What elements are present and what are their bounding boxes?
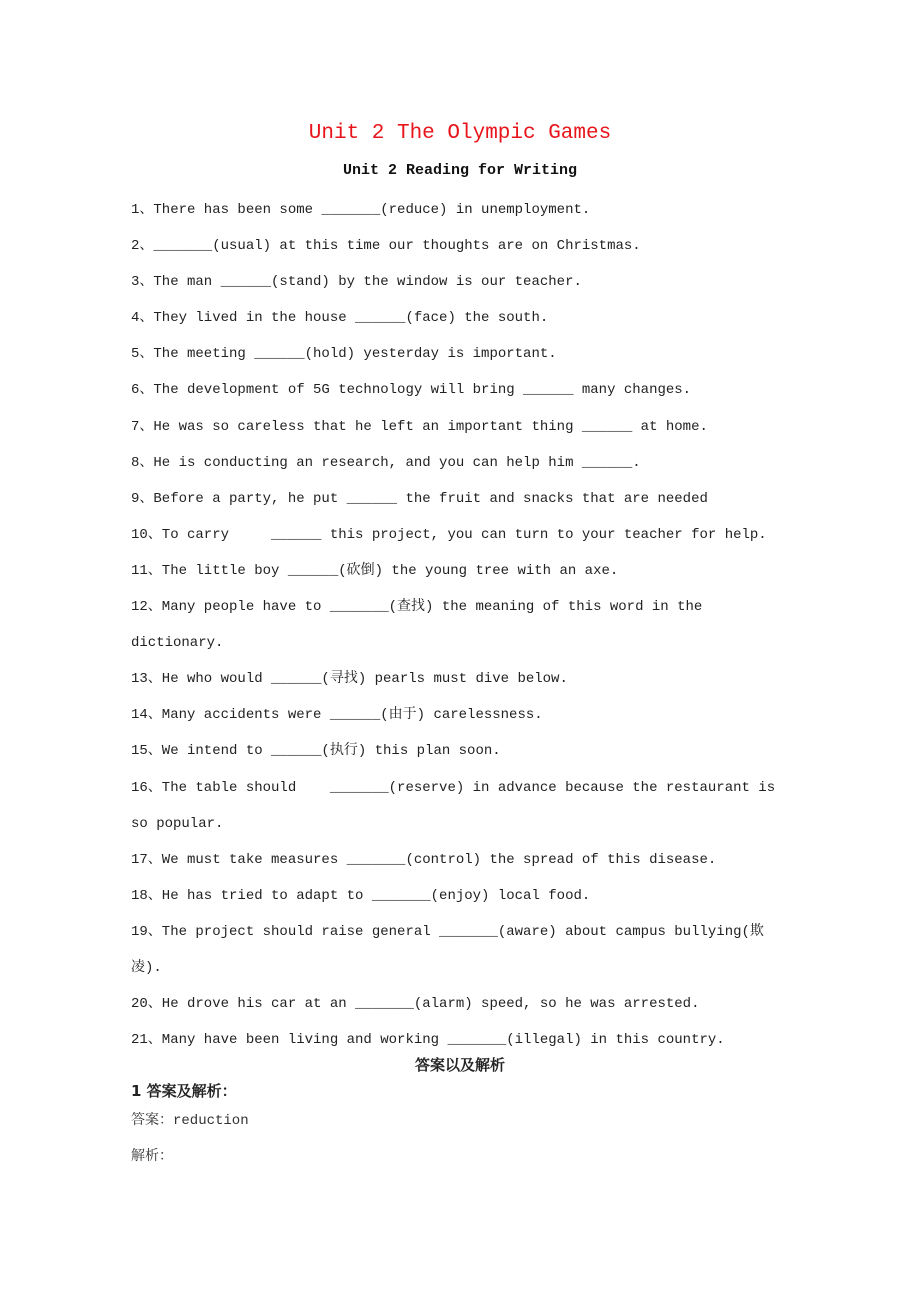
question-item: 5、The meeting ______(hold) yesterday is important. xyxy=(131,346,557,363)
question-item: 11、The little boy ______(砍倒) the young tree with an axe. xyxy=(131,562,619,579)
question-item: 10、To carry ______ this project, you can turn to your teacher for help. xyxy=(131,526,767,543)
question-item: 1、There has been some _______(reduce) in unemployment. xyxy=(131,202,591,218)
answer-item-heading: 1 答案及解析： xyxy=(131,1082,237,1100)
question-item: 3、The man ______(stand) by the window is our teacher. xyxy=(131,274,582,291)
answer-line: 答案：reduction xyxy=(131,1113,249,1129)
question-list xyxy=(131,192,791,1058)
question-item: 4、They lived in the house ______(face) the south. xyxy=(131,310,549,327)
question-item: 2、_______(usual) at this time our thoughts are on Christmas. xyxy=(131,238,641,255)
question-item: 14、Many accidents were ______(由于) carelessness. xyxy=(131,707,543,724)
question-item: 19、The project should raise general _______(aware) about campus bullying(欺凌). xyxy=(131,923,764,976)
document-title: Unit 2 The Olympic Games xyxy=(308,122,612,145)
answers-title: 答案以及解析 xyxy=(414,1056,505,1074)
question-item: 7、He was so careless that he left an important thing ______ at home. xyxy=(131,418,708,435)
question-item: 20、He drove his car at an _______(alarm) speed, so he was arrested. xyxy=(131,996,700,1013)
question-item: 12、Many people have to _______(查找) the meaning of this word in the dictionary. xyxy=(131,599,711,652)
question-item: 9、Before a party, he put ______ the fruit and snacks that are needed xyxy=(131,490,708,507)
question-item: 17、We must take measures _______(control) the spread of this disease. xyxy=(131,851,717,868)
question-item: 8、He is conducting an research, and you can help him ______. xyxy=(131,454,641,471)
question-item: 6、The development of 5G technology will bring ______ many changes. xyxy=(131,382,692,399)
question-item: 13、He who would ______(寻找) pearls must dive below. xyxy=(131,671,568,688)
question-item: 16、The table should _______(reserve) in advance because the restaurant is so popular. xyxy=(131,779,784,832)
question-item: 18、He has tried to adapt to _______(enjoy) local food. xyxy=(131,887,591,904)
question-item: 21、Many have been living and working _______(illegal) in this country. xyxy=(131,1032,725,1049)
document-subtitle: Unit 2 Reading for Writing xyxy=(342,162,578,179)
explanation-line: 解析： xyxy=(131,1149,173,1165)
question-item: 15、We intend to ______(执行) this plan soon. xyxy=(131,743,501,760)
